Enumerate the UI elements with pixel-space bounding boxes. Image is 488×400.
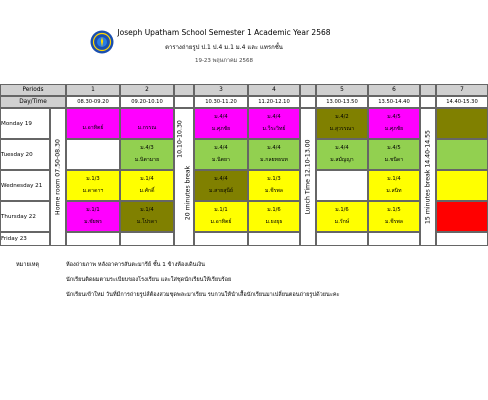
afternoon-break-column-label: 15 minutes break 14.40-14.55 xyxy=(424,130,432,224)
day-name: Tuesday 20 xyxy=(0,139,50,170)
class-slot xyxy=(316,232,368,246)
break-column-time-header xyxy=(300,96,316,108)
teacher-name: ม.โปรดา xyxy=(136,219,158,226)
class-slot xyxy=(66,232,120,246)
class-slot xyxy=(120,139,174,170)
document-header xyxy=(0,0,428,75)
class-name: ม.4/4 xyxy=(335,144,349,151)
class-slot xyxy=(120,232,174,246)
teacher-name: ม.นิตามาย xyxy=(134,157,160,164)
class-slot xyxy=(248,232,300,246)
teacher-name: ม.ยงยุธ xyxy=(265,219,283,226)
period-number: 3 xyxy=(194,84,248,96)
class-slot xyxy=(436,170,488,201)
morning-break-time: 10.10-10.30 xyxy=(176,120,184,158)
period-number: 6 xyxy=(368,84,420,96)
note-line: นักเรียนเข้าใหม่ วันที่มีการถ่ายรูปส์ต้องสวมชุดพละมาเรียน รบกวนให้นำเสื้อนักเรียนมาเปลี่ยนตอนถ่ายรูปด้วยนะคะ xyxy=(66,292,340,298)
class-name: ม.1/4 xyxy=(140,175,154,182)
morning-break-column xyxy=(174,108,194,246)
school-title: Joseph Upatham School Semester 1 Academic Year 2568 xyxy=(117,28,331,37)
daytime-header-label: Day/Time xyxy=(0,96,66,108)
teacher-name: ม.ศุภชัย xyxy=(211,126,231,133)
class-name: ม.4/5 xyxy=(387,113,401,120)
class-name: ม.1/3 xyxy=(267,175,281,182)
photo-schedule-table xyxy=(0,84,478,246)
class-slot xyxy=(316,201,368,232)
class-slot xyxy=(368,139,420,170)
class-slot xyxy=(368,232,420,246)
note-line: นักเรียนติดผมตามระเบียบของโรงเรียน และใส่ชุดนักเรียนให้เรียบร้อย xyxy=(66,277,232,283)
period-number: 1 xyxy=(66,84,120,96)
period-time: 14.40-15.30 xyxy=(436,96,488,108)
class-slot xyxy=(194,170,248,201)
class-slot xyxy=(436,139,488,170)
class-name: ม.1/6 xyxy=(267,206,281,213)
periods-header-label: Periods xyxy=(0,84,66,96)
class-slot xyxy=(316,139,368,170)
teacher-name: ม.นิตยา xyxy=(212,157,230,164)
class-slot xyxy=(66,170,120,201)
teacher-name: ม.สมัญญา xyxy=(330,157,354,164)
period-number: 4 xyxy=(248,84,300,96)
class-slot xyxy=(248,108,300,139)
class-slot xyxy=(316,170,368,201)
class-slot xyxy=(316,108,368,139)
teacher-name: ม.ชนิดา xyxy=(384,157,404,164)
class-name: ม.4/4 xyxy=(214,175,228,182)
class-slot xyxy=(436,108,488,139)
morning-break-label: 20 minutes break xyxy=(184,166,192,221)
class-name: ม.4/3 xyxy=(140,144,154,151)
class-slot xyxy=(66,139,120,170)
homeroom-column-label: Home room 07.50-08.30 xyxy=(54,139,62,215)
break-column-header xyxy=(420,84,436,96)
class-slot xyxy=(368,170,420,201)
period-time: 13.50-14.40 xyxy=(368,96,420,108)
teacher-name: ม.สุวรรณา xyxy=(329,126,355,133)
period-time: 11.20-12.10 xyxy=(248,96,300,108)
teacher-name: ม.ชีรพล xyxy=(385,219,403,226)
afternoon-break-column xyxy=(420,108,436,246)
period-number: 7 xyxy=(436,84,488,96)
class-name: ม.1/1 xyxy=(86,206,100,213)
period-time: 10.30-11.20 xyxy=(194,96,248,108)
break-column-header xyxy=(174,84,194,96)
day-name: Thursday 22 xyxy=(0,201,50,232)
class-slot xyxy=(66,201,120,232)
teacher-name: ม.วีระวิทย์ xyxy=(262,126,286,133)
teacher-name: ม.กรรณ xyxy=(137,124,157,131)
class-slot xyxy=(248,201,300,232)
period-time: 08.30-09.20 xyxy=(66,96,120,108)
class-name: ม.4/5 xyxy=(387,144,401,151)
teacher-name: ม.ศักดิ์ xyxy=(139,188,155,195)
period-time: 13.00-13.50 xyxy=(316,96,368,108)
class-name: ม.1/3 xyxy=(86,175,100,182)
date-range: 19-23 พฤษภาคม 2568 xyxy=(194,58,254,64)
class-slot xyxy=(194,139,248,170)
class-name: ม.4/4 xyxy=(214,113,228,120)
teacher-name: ม.อาทิตย์ xyxy=(82,124,104,131)
class-name: ม.4/4 xyxy=(214,144,228,151)
break-column-time-header xyxy=(174,96,194,108)
teacher-name: ม.ชัยพร xyxy=(84,219,102,226)
teacher-name: ม.รักษ์ xyxy=(334,219,350,226)
class-slot xyxy=(120,201,174,232)
class-slot xyxy=(120,108,174,139)
day-name: Wednesday 21 xyxy=(0,170,50,201)
class-slot xyxy=(368,201,420,232)
class-name: ม.1/5 xyxy=(387,206,401,213)
day-name: Monday 19 xyxy=(0,108,50,139)
class-slot xyxy=(368,108,420,139)
teacher-name: ม.ชีรพล xyxy=(265,188,283,195)
class-slot xyxy=(120,170,174,201)
teacher-name: ม.ดาดาฯ xyxy=(82,188,104,195)
class-slot xyxy=(194,108,248,139)
lunch-column xyxy=(300,108,316,246)
teacher-name: ม.กลยทธบท xyxy=(260,157,288,164)
break-column-header xyxy=(300,84,316,96)
note-line: ห้องถ่ายภาพ หลังอาคารสันตะมารีย์ ชั้น 1 ข้างห้องเดินเงิน xyxy=(66,262,205,268)
class-slot xyxy=(194,201,248,232)
class-name: ม.1/6 xyxy=(335,206,349,213)
homeroom-column xyxy=(50,108,66,246)
class-name: ม.1/4 xyxy=(140,206,154,213)
teacher-name: ม.สายสุนีย์ xyxy=(209,188,233,195)
teacher-name: ม.ศุภชัย xyxy=(384,126,404,133)
lunch-column-label: Lunch Time 12.10-13.00 xyxy=(304,139,312,215)
day-name: Friday 23 xyxy=(0,232,50,246)
class-name: ม.1/1 xyxy=(214,206,228,213)
class-name: ม.4/4 xyxy=(267,144,281,151)
class-slot xyxy=(436,201,488,232)
teacher-name: ม.อาทิตย์ xyxy=(210,219,232,226)
period-number: 2 xyxy=(120,84,174,96)
break-column-time-header xyxy=(420,96,436,108)
class-slot xyxy=(436,232,488,246)
class-name: ม.4/4 xyxy=(267,113,281,120)
class-slot xyxy=(194,232,248,246)
schedule-subtitle: ตารางถ่ายรูป ป.1 ป.4 ม.1 ม.4 และ แทรกชั้น xyxy=(165,44,283,51)
notes-label: หมายเหตุ xyxy=(16,262,40,268)
notes-section xyxy=(0,255,428,335)
teacher-name: ม.สนิท xyxy=(386,188,402,195)
class-name: ม.1/4 xyxy=(387,175,401,182)
class-name: ม.4/2 xyxy=(335,113,349,120)
class-slot xyxy=(248,170,300,201)
period-number: 5 xyxy=(316,84,368,96)
class-slot xyxy=(248,139,300,170)
period-time: 09.20-10.10 xyxy=(120,96,174,108)
class-slot xyxy=(66,108,120,139)
